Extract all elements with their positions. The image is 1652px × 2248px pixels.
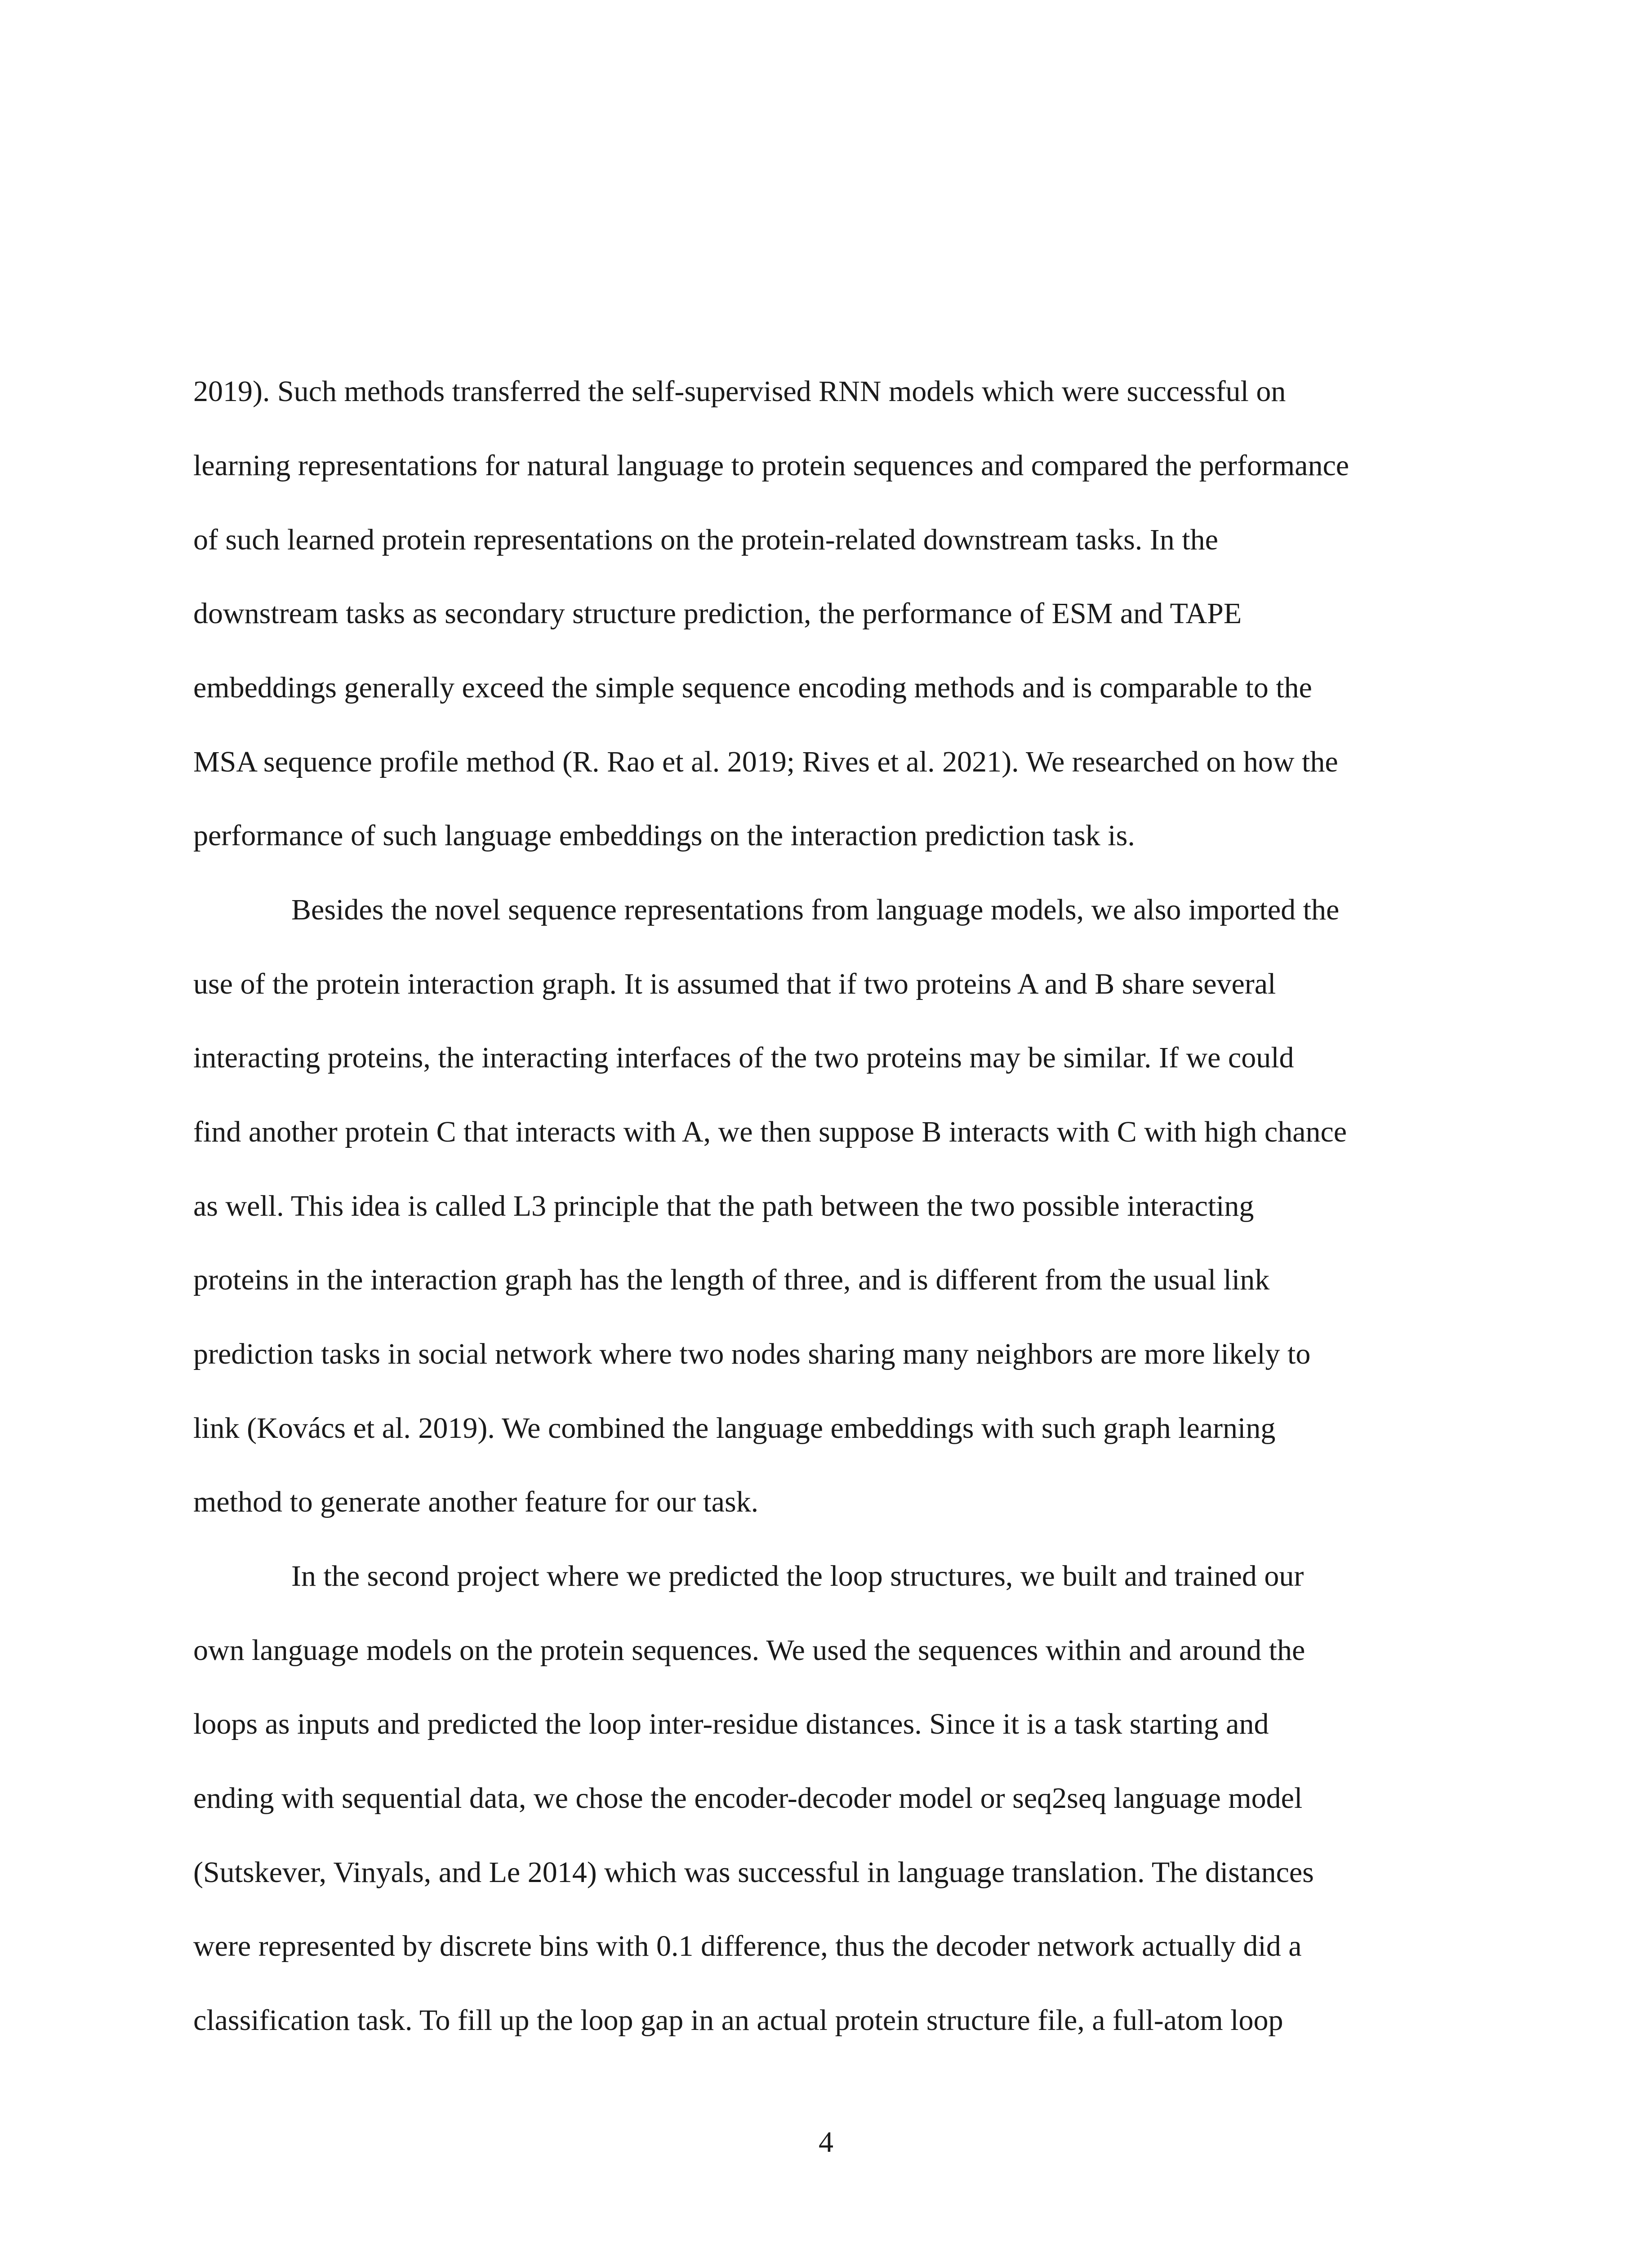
text-line: use of the protein interaction graph. It is assumed that if two proteins A and B share several	[193, 968, 1276, 1000]
text-line: find another protein C that interacts with A, we then suppose B interacts with C with high chance	[193, 1115, 1347, 1148]
text-line: as well. This idea is called L3 principle that the path between the two possible interacting	[193, 1190, 1254, 1222]
text-line: prediction tasks in social network where two nodes sharing many neighbors are more likely to	[193, 1338, 1311, 1370]
text-line: method to generate another feature for our task.	[193, 1485, 759, 1518]
text-line: In the second project where we predicted the loop structures, we built and trained our	[291, 1560, 1304, 1592]
text-line: 2019). Such methods transferred the self-supervised RNN models which were successful on	[193, 375, 1286, 408]
text-line: MSA sequence profile method (R. Rao et al. 2019; Rives et al. 2021). We researched on how the	[193, 745, 1338, 778]
text-line: learning representations for natural language to protein sequences and compared the performance	[193, 449, 1349, 482]
text-line: were represented by discrete bins with 0.1 difference, thus the decoder network actually did a	[193, 1930, 1302, 1963]
text-line: of such learned protein representations on the protein-related downstream tasks. In the	[193, 523, 1218, 556]
text-line: downstream tasks as secondary structure prediction, the performance of ESM and TAPE	[193, 597, 1242, 630]
text-line: classification task. To fill up the loop gap in an actual protein structure file, a full-atom loop	[193, 2004, 1283, 2037]
text-line: own language models on the protein sequences. We used the sequences within and around the	[193, 1634, 1305, 1667]
text-line: loops as inputs and predicted the loop inter-residue distances. Since it is a task starting and	[193, 1708, 1269, 1740]
text-line: link (Kovács et al. 2019). We combined the language embeddings with such graph learning	[193, 1412, 1276, 1445]
text-line: Besides the novel sequence representations from language models, we also imported the	[291, 893, 1340, 926]
text-line: interacting proteins, the interacting interfaces of the two proteins may be similar. If we could	[193, 1041, 1294, 1074]
page-number: 4	[819, 2126, 833, 2159]
text-line: performance of such language embeddings on the interaction prediction task is.	[193, 819, 1135, 852]
text-line: embeddings generally exceed the simple sequence encoding methods and is comparable to the	[193, 671, 1312, 704]
text-line: (Sutskever, Vinyals, and Le 2014) which was successful in language translation. The distances	[193, 1856, 1314, 1889]
text-line: ending with sequential data, we chose the encoder-decoder model or seq2seq language model	[193, 1782, 1303, 1815]
text-line: proteins in the interaction graph has the length of three, and is different from the usual link	[193, 1263, 1270, 1296]
